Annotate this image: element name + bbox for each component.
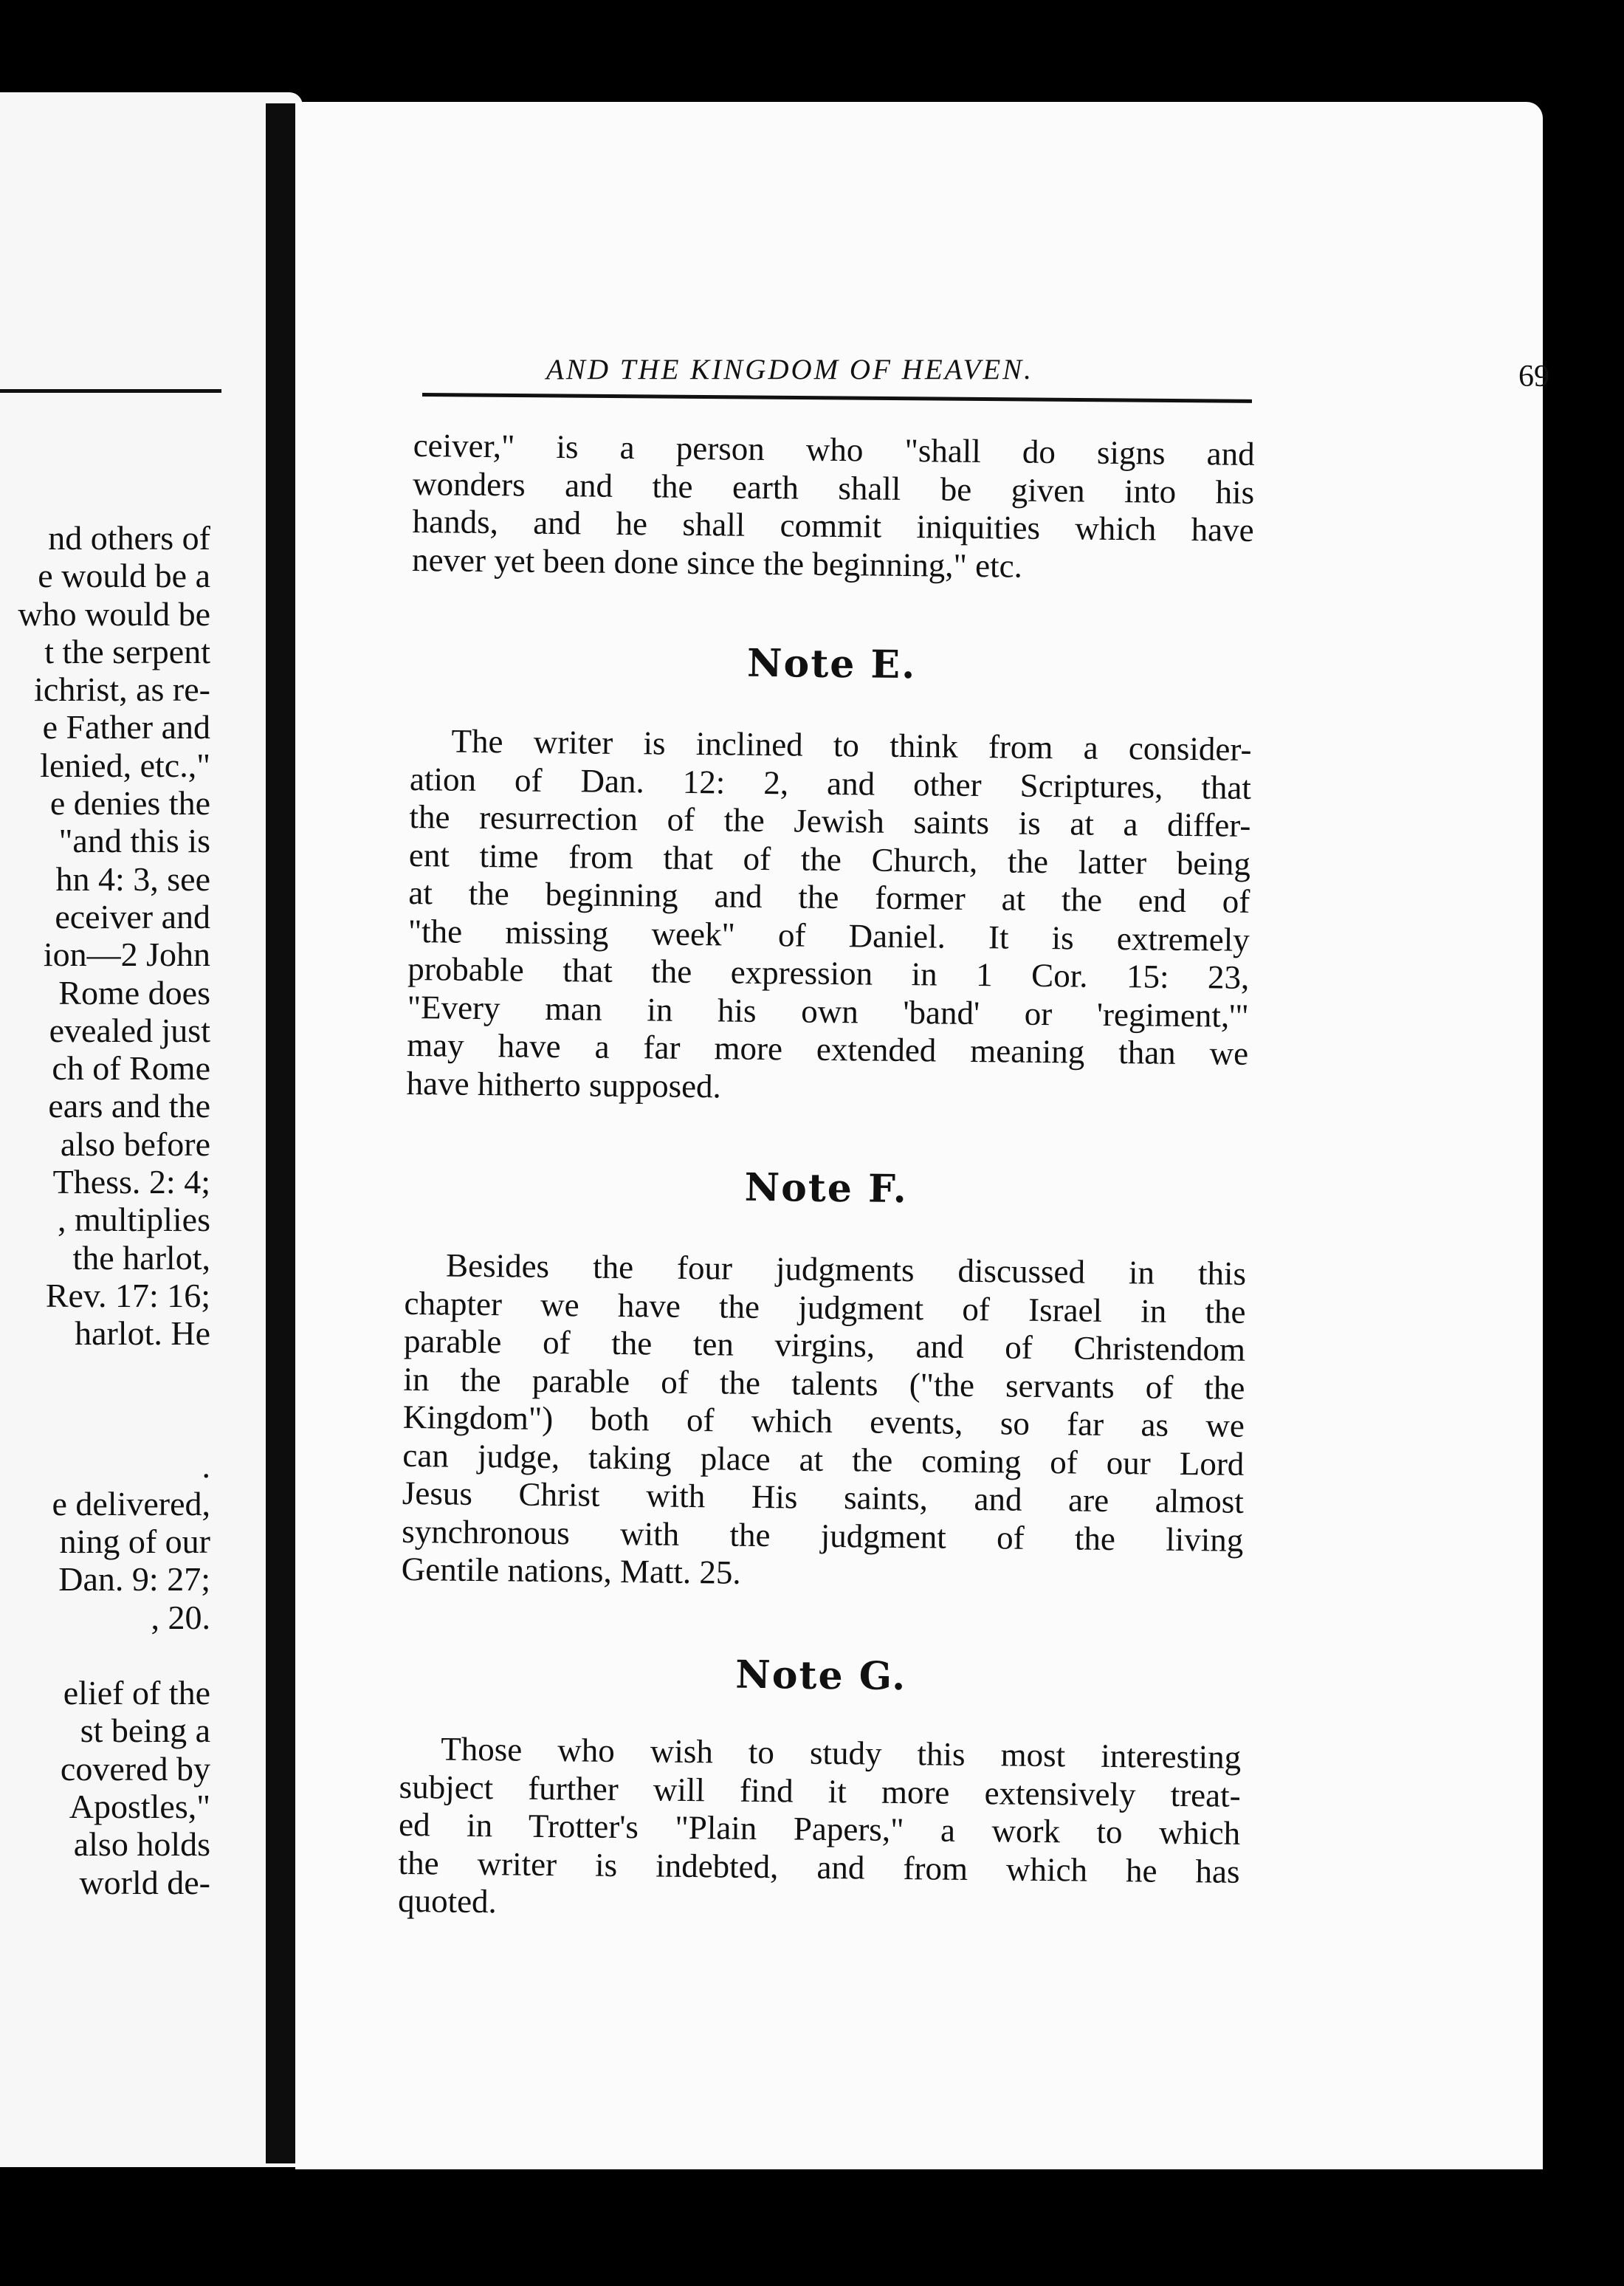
left-text-line: ning of our xyxy=(59,1523,210,1561)
page-69 xyxy=(295,102,1549,2169)
left-text-line: who would be xyxy=(18,594,210,633)
left-text-line: e Father and xyxy=(42,708,210,746)
text-line: ed in Trotter's "Plain Papers," a work to which xyxy=(398,1805,1241,1852)
left-text-line: world de- xyxy=(79,1863,210,1901)
left-text-line: the harlot, xyxy=(72,1238,210,1277)
text-line: the resurrection of the Jewish saints is at a differ- xyxy=(409,797,1251,844)
text-line: subject further will find it more extensively treat- xyxy=(399,1768,1241,1814)
left-text-line: covered by xyxy=(60,1749,210,1788)
left-text-line: e delivered, xyxy=(52,1484,210,1523)
left-text-line: Thess. 2: 4; xyxy=(52,1163,210,1201)
left-text-line: hn 4: 3, see xyxy=(55,859,210,898)
text-line: synchronous with the judgment of the living xyxy=(402,1512,1244,1559)
text-line: ation of Dan. 12: 2, and other Scriptures, that xyxy=(409,760,1252,806)
header-rule xyxy=(422,393,1252,403)
text-line: Gentile nations, Matt. 25. xyxy=(401,1550,741,1591)
left-page-header-rule xyxy=(0,389,221,393)
left-text-line: lenied, etc.," xyxy=(40,746,210,784)
text-line: quoted. xyxy=(397,1881,498,1921)
text-line: "Every man in his own 'band' or 'regiment,'" xyxy=(407,988,1249,1034)
text-line: Those who wish to study this most interesting xyxy=(440,1730,1242,1776)
left-text-line: ch of Rome xyxy=(52,1049,210,1088)
running-title: AND THE KINGDOM OF HEAVEN. xyxy=(546,354,1033,385)
left-text-line: elief of the xyxy=(63,1674,210,1712)
page-number: 69 xyxy=(1518,360,1549,394)
text-line: Jesus Christ with His saints, and are almost xyxy=(402,1474,1245,1520)
text-line: at the beginning and the former at the end of xyxy=(408,873,1250,920)
left-text-line: st being a xyxy=(80,1712,210,1750)
left-text-line: Apostles," xyxy=(69,1787,210,1825)
book-spine-gutter xyxy=(266,103,299,2163)
text-line: Besides the four judgments discussed in this xyxy=(445,1246,1247,1292)
text-line: in the parable of the talents ("the servants of the xyxy=(403,1360,1245,1407)
left-text-line: Dan. 9: 27; xyxy=(58,1560,210,1599)
left-text-line: "and this is xyxy=(58,822,210,860)
left-text-line: , 20. xyxy=(151,1598,210,1636)
left-text-line: evealed just xyxy=(49,1011,210,1049)
note-g-paragraph xyxy=(398,1730,1242,1929)
left-text-line: ichrist, as re- xyxy=(34,670,210,709)
text-line: Kingdom") both of which events, so far as we xyxy=(402,1398,1245,1444)
left-text-line: also holds xyxy=(73,1825,210,1864)
left-text-line: Rome does xyxy=(58,973,210,1012)
left-text-line: nd others of xyxy=(48,519,210,557)
left-text-line: e would be a xyxy=(38,557,210,595)
text-line: probable that the expression in 1 Cor. 15: 23, xyxy=(407,950,1250,996)
text-line: hands, and he shall commit iniquities which have xyxy=(412,502,1254,549)
left-page-text xyxy=(0,519,210,1901)
text-line: The writer is inclined to think from a consider- xyxy=(451,722,1252,768)
text-line: ent time from that of the Church, the latter being xyxy=(408,836,1251,882)
left-text-line: , multiplies xyxy=(58,1201,210,1239)
facing-page-left xyxy=(0,92,303,2167)
left-text-line: ion—2 John xyxy=(43,936,210,974)
text-line: never yet been done since the beginning," etc. xyxy=(411,540,1023,585)
left-text-line: t the serpent xyxy=(44,632,210,670)
text-line: parable of the ten virgins, and of Christendom xyxy=(403,1322,1246,1368)
text-line: ceiver," is a person who "shall do signs and xyxy=(413,427,1255,473)
note-f-paragraph xyxy=(402,1246,1247,1597)
text-line: may have a far more extended meaning than we xyxy=(406,1026,1249,1072)
note-e-paragraph xyxy=(406,722,1251,1111)
note-f-heading: Note F. xyxy=(744,1164,909,1212)
left-text-line: . xyxy=(202,1446,210,1485)
left-text-line: e denies the xyxy=(49,784,210,823)
text-line: can judge, taking place at the coming of our Lord xyxy=(402,1436,1245,1483)
text-line: wonders and the earth shall be given into his xyxy=(412,464,1255,511)
left-text-line: Rev. 17: 16; xyxy=(45,1276,210,1314)
left-text-line: harlot. He xyxy=(75,1314,210,1353)
left-text-line: also before xyxy=(60,1125,210,1163)
text-line: have hitherto supposed. xyxy=(406,1064,722,1105)
text-line: "the missing week" of Daniel. It is extremely xyxy=(407,912,1250,958)
left-text-line: eceiver and xyxy=(55,897,210,936)
intro-paragraph xyxy=(412,427,1255,588)
text-line: the writer is indebted, and from which he has xyxy=(398,1844,1240,1890)
note-e-heading: Note E. xyxy=(746,640,917,688)
text-line: chapter we have the judgment of Israel in the xyxy=(404,1284,1246,1331)
page-body xyxy=(397,427,1255,1921)
left-text-line: ears and the xyxy=(48,1087,210,1125)
note-g-heading: Note G. xyxy=(734,1652,907,1700)
